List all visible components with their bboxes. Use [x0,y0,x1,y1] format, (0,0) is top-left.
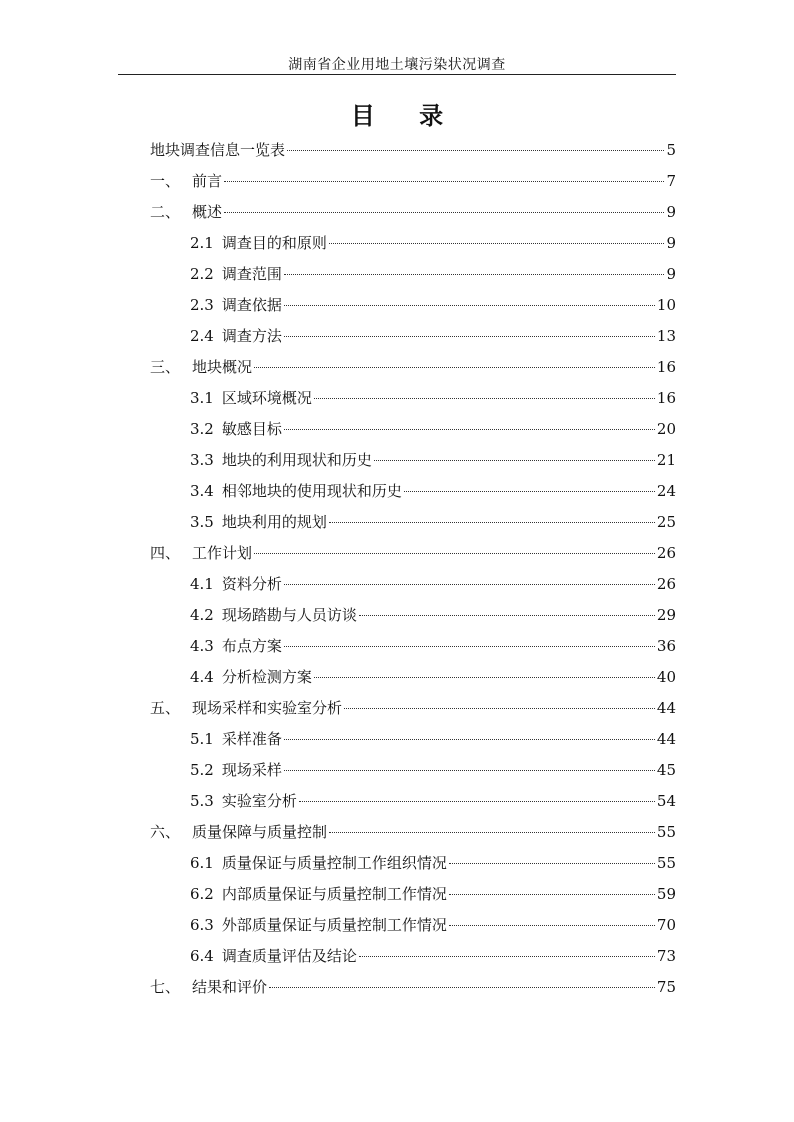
toc-entry-title: 地块利用的规划 [221,513,327,531]
toc-entry-title: 调查方法 [221,327,282,345]
toc-entry-page: 26 [656,544,676,562]
toc-entry-number: 2.4 [190,327,214,345]
toc-entry-page: 24 [656,482,676,500]
header-rule [118,74,676,75]
dot-leader [284,646,655,647]
toc-entry-page: 5 [666,141,676,159]
toc-entry-number: 4.4 [190,668,214,686]
toc-entry-number: 5.3 [190,792,214,810]
dot-leader [284,429,655,430]
dot-leader [359,615,655,616]
toc-entry-number: 六、 [150,823,181,841]
dot-leader [284,584,655,585]
toc-entry[interactable] [150,261,676,292]
dot-leader [224,212,664,213]
dot-leader [314,398,655,399]
toc-entry[interactable] [150,354,676,385]
toc-entry[interactable] [150,509,676,540]
toc-entry-page: 59 [656,885,676,903]
toc-entry[interactable] [150,912,676,943]
toc-entry-title: 地块概况 [192,358,253,376]
dot-leader [344,708,655,709]
toc-entry[interactable] [150,168,676,199]
dot-leader [329,522,655,523]
toc-entry-number: 五、 [150,699,181,717]
dot-leader [284,739,655,740]
dot-leader [359,956,655,957]
toc-entry-page: 36 [656,637,676,655]
toc-entry-title: 现场采样和实验室分析 [192,699,343,717]
toc-entry-title: 地块的利用现状和历史 [221,451,372,469]
toc-entry[interactable] [150,695,676,726]
toc-entry[interactable] [150,385,676,416]
toc-entry-title: 布点方案 [221,637,282,655]
toc-entry-page: 45 [656,761,676,779]
toc-entry-page: 29 [656,606,676,624]
toc-entry[interactable] [150,757,676,788]
toc-entry-number: 3.5 [190,513,214,531]
toc-entry[interactable] [150,974,676,1005]
toc-entry-page: 55 [656,823,676,841]
toc-entry-title: 调查目的和原则 [221,234,327,252]
dot-leader [329,243,665,244]
toc-entry[interactable] [150,292,676,323]
dot-leader [299,801,655,802]
toc-entry-number: 三、 [150,358,181,376]
toc-entry[interactable] [150,416,676,447]
toc-entry-number: 4.2 [190,606,214,624]
dot-leader [284,305,655,306]
toc-entry-title: 区域环境概况 [221,389,312,407]
toc-entry-title: 概述 [192,203,223,221]
table-of-contents [150,137,676,1005]
toc-entry[interactable] [150,447,676,478]
toc-entry-number: 2.2 [190,265,214,283]
toc-entry-title: 调查依据 [221,296,282,314]
toc-entry-page: 25 [656,513,676,531]
running-header: 湖南省企业用地土壤污染状况调查 [288,57,506,73]
toc-entry[interactable] [150,850,676,881]
dot-leader [284,770,655,771]
toc-entry-title: 外部质量保证与质量控制工作情况 [221,916,447,934]
toc-entry-number: 5.1 [190,730,214,748]
toc-entry[interactable] [150,230,676,261]
toc-entry-title: 调查质量评估及结论 [221,947,357,965]
toc-entry-number: 3.2 [190,420,214,438]
toc-entry-number: 2.3 [190,296,214,314]
toc-entry-title: 现场采样 [221,761,282,779]
dot-leader [224,181,664,182]
toc-entry-number: 6.1 [190,854,214,872]
toc-entry-title: 质量保障与质量控制 [192,823,328,841]
dot-leader [287,150,664,151]
toc-entry-page: 9 [666,203,676,221]
toc-entry[interactable] [150,664,676,695]
toc-entry-page: 44 [656,730,676,748]
toc-entry-title: 分析检测方案 [221,668,312,686]
toc-entry[interactable] [150,881,676,912]
toc-entry-number: 一、 [150,172,181,190]
toc-entry-number: 4.3 [190,637,214,655]
dot-leader [269,987,655,988]
toc-entry-title: 结果和评价 [192,978,268,996]
toc-entry[interactable] [150,602,676,633]
toc-entry-number: 3.1 [190,389,214,407]
toc-entry-number: 七、 [150,978,181,996]
toc-entry-number: 四、 [150,544,181,562]
toc-entry-title: 采样准备 [221,730,282,748]
toc-entry-page: 21 [656,451,676,469]
toc-entry[interactable] [150,478,676,509]
dot-leader [374,460,655,461]
toc-entry-title: 工作计划 [192,544,253,562]
toc-entry-number: 6.2 [190,885,214,903]
toc-entry-number: 5.2 [190,761,214,779]
dot-leader [284,274,665,275]
toc-entry-title: 资料分析 [221,575,282,593]
toc-entry-page: 55 [656,854,676,872]
toc-entry-page: 9 [666,234,676,252]
toc-entry-page: 73 [656,947,676,965]
dot-leader [449,925,655,926]
toc-entry[interactable] [150,819,676,850]
toc-entry-title: 前言 [192,172,223,190]
toc-entry-title: 相邻地块的使用现状和历史 [221,482,402,500]
toc-entry-number: 2.1 [190,234,214,252]
toc-entry-title: 质量保证与质量控制工作组织情况 [221,854,447,872]
toc-entry-page: 13 [656,327,676,345]
toc-entry-title: 现场踏勘与人员访谈 [221,606,357,624]
toc-entry-page: 75 [656,978,676,996]
dot-leader [254,367,655,368]
toc-entry-title: 实验室分析 [221,792,297,810]
dot-leader [314,677,655,678]
dot-leader [254,553,655,554]
dot-leader [329,832,655,833]
toc-entry-title: 地块调查信息一览表 [150,141,286,159]
toc-entry[interactable] [150,540,676,571]
toc-entry[interactable] [150,137,676,168]
toc-entry-page: 40 [656,668,676,686]
toc-entry[interactable] [150,943,676,974]
toc-entry-page: 16 [656,389,676,407]
toc-entry-page: 26 [656,575,676,593]
toc-title: 目 录 [350,101,462,130]
toc-entry-page: 16 [656,358,676,376]
dot-leader [404,491,655,492]
toc-entry[interactable] [150,571,676,602]
toc-entry[interactable] [150,726,676,757]
dot-leader [449,863,655,864]
toc-entry-number: 4.1 [190,575,214,593]
toc-entry-number: 二、 [150,203,181,221]
toc-entry[interactable] [150,788,676,819]
toc-entry-title: 调查范围 [221,265,282,283]
toc-entry-page: 54 [656,792,676,810]
toc-entry-number: 3.3 [190,451,214,469]
toc-entry-page: 9 [666,265,676,283]
toc-entry-page: 70 [656,916,676,934]
toc-entry-page: 7 [666,172,676,190]
toc-entry-number: 6.4 [190,947,214,965]
toc-entry[interactable] [150,323,676,354]
toc-entry-page: 20 [656,420,676,438]
toc-entry[interactable] [150,199,676,230]
toc-entry-page: 44 [656,699,676,717]
toc-entry-number: 6.3 [190,916,214,934]
toc-entry-page: 10 [656,296,676,314]
dot-leader [449,894,655,895]
toc-entry[interactable] [150,633,676,664]
toc-entry-title: 内部质量保证与质量控制工作情况 [221,885,447,903]
toc-entry-number: 3.4 [190,482,214,500]
dot-leader [284,336,655,337]
toc-entry-title: 敏感目标 [221,420,282,438]
